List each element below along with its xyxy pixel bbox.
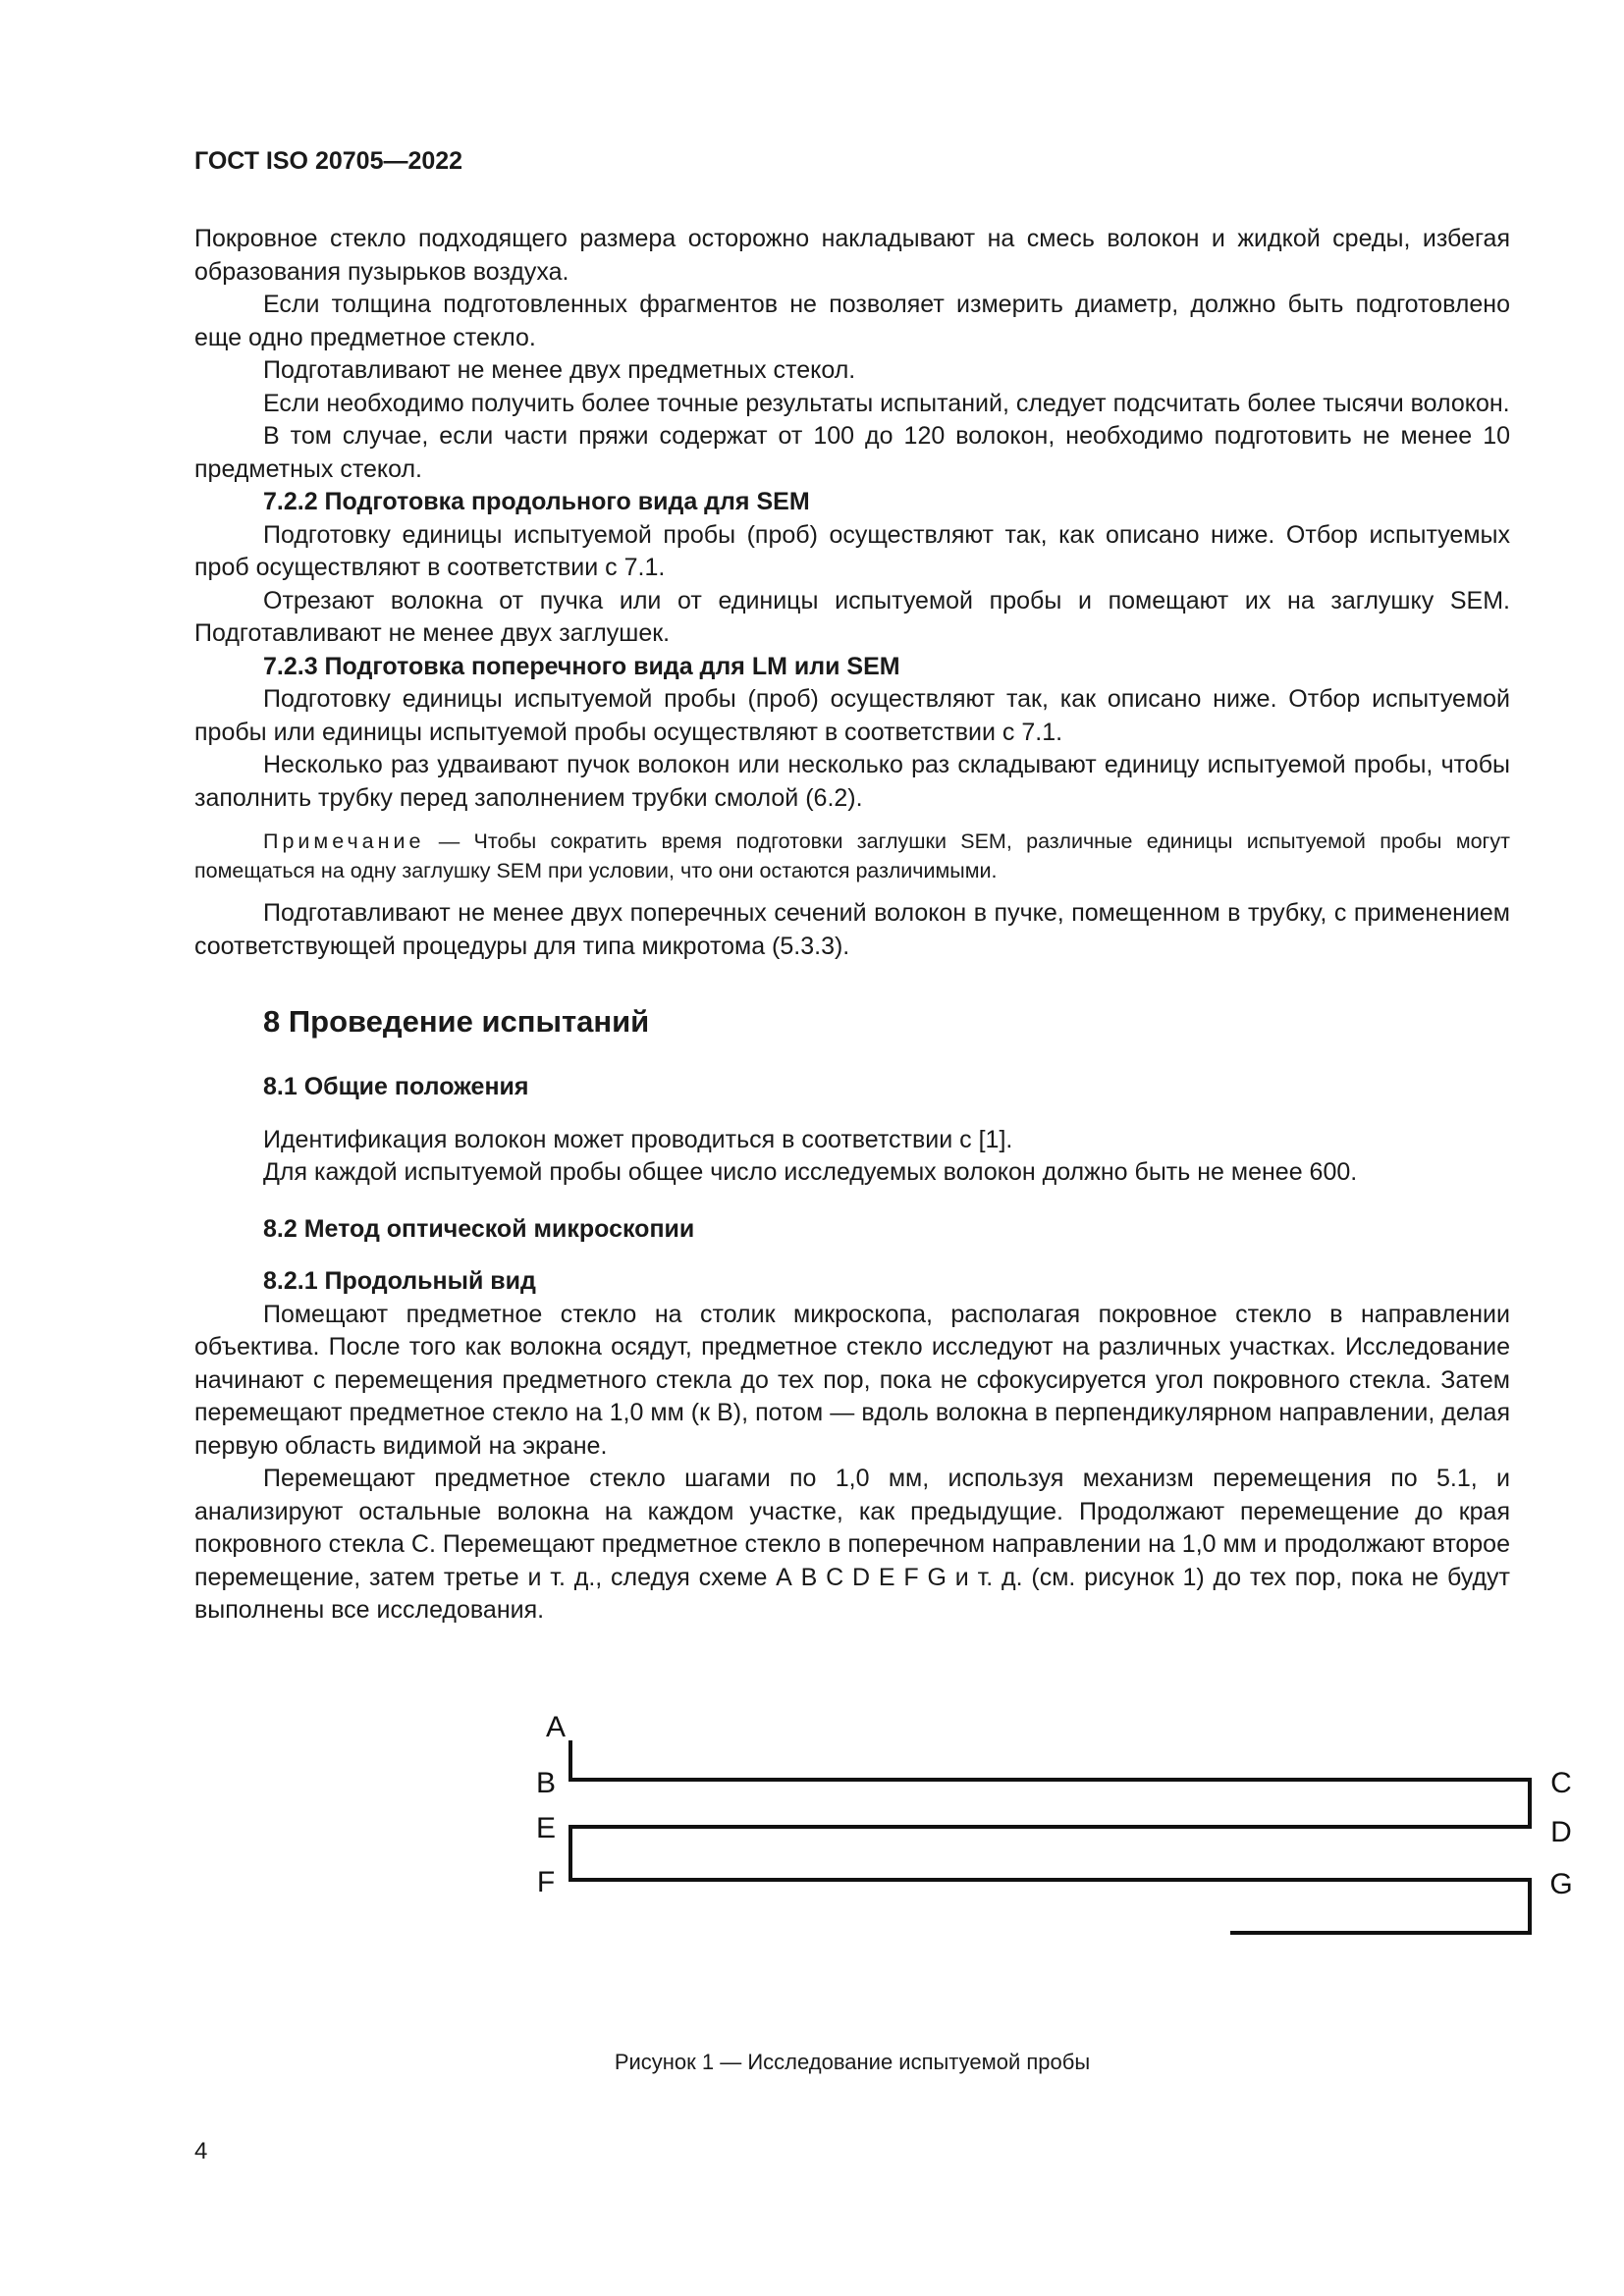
paragraph: Подготовку единицы испытуемой пробы (проб) осуществляют так, как описано ниже. Отбор испытуемой пробы или единицы испытуемой пробы осуществляют в соответствии с 7.1. (194, 685, 1510, 746)
note-label: Примечание (263, 829, 425, 853)
scan-path-diagram (509, 1693, 1608, 2017)
section-heading-8-1: 8.1 Общие положения (263, 1073, 529, 1100)
paragraph: Несколько раз удваивают пучок волокон или несколько раз складывают единицу испытуемой пробы, чтобы заполнить трубку перед заполнением трубки смолой (6.2). (194, 751, 1510, 812)
label-b: B (535, 1767, 557, 1799)
page-number: 4 (194, 2138, 208, 2164)
label-d: D (1550, 1816, 1572, 1848)
note-text: — Чтобы сократить время подготовки заглушки SEM, различные единицы испытуемой пробы могут помещаться на одну заглушку SEM при условии, что они остаются различимыми. (194, 829, 1510, 882)
subsection-heading-7-2-3: 7.2.3 Подготовка поперечного вида для LM или SEM (263, 652, 900, 680)
document-header: ГОСТ ISO 20705—2022 (194, 147, 463, 175)
subsection-heading-8-2-1: 8.2.1 Продольный вид (263, 1267, 536, 1295)
paragraph: Подготовку единицы испытуемой пробы (проб) осуществляют так, как описано ниже. Отбор испытуемых проб осуществляют в соответствии с 7.1. (194, 520, 1510, 581)
label-e: E (535, 1812, 557, 1844)
label-a: A (545, 1711, 567, 1743)
scan-path-line (570, 1740, 1530, 1933)
subsection-heading-7-2-2: 7.2.2 Подготовка продольного вида для SEM (263, 488, 810, 515)
label-f: F (536, 1866, 556, 1898)
figure-caption: Рисунок 1 — Исследование испытуемой пробы (614, 2050, 1091, 2074)
label-g: G (1549, 1868, 1573, 1900)
paragraph: Перемещают предметное стекло шагами по 1,0 мм, используя механизм перемещения по 5.1, и анализируют остальные волокна на каждом участке, как предыдущие. Продолжают перемещение до края покровного стекла С. Перемещают предметное стекло в поперечном направлении на 1,0 мм и продолжают второе перемещение, затем третье и т. д., следуя схеме А В С D Е F G и т. д. (см. рисунок 1) до тех пор, пока не будут выполнены все исследования. (194, 1465, 1510, 1624)
paragraph: Подготавливают не менее двух поперечных сечений волокон в пучке, помещенном в трубку, с применением соответствующей процедуры для типа микротома (5.3.3). (194, 899, 1510, 960)
section-heading-8-2: 8.2 Метод оптической микроскопии (263, 1214, 695, 1243)
label-c: C (1550, 1767, 1572, 1799)
paragraph: Подготавливают не менее двух предметных стекол. (263, 356, 856, 384)
section-heading-8: 8 Проведение испытаний (263, 1004, 650, 1039)
paragraph: Покровное стекло подходящего размера осторожно накладывают на смесь волокон и жидкой среды, избегая образования пузырьков воздуха. (194, 225, 1510, 286)
paragraph: Если необходимо получить более точные результаты испытаний, следует подсчитать более тысячи волокон. (263, 389, 1510, 417)
paragraph: Для каждой испытуемой пробы общее число исследуемых волокон должно быть не менее 600. (263, 1158, 1358, 1186)
note (194, 827, 1510, 885)
document-body (194, 223, 1510, 1628)
paragraph: Отрезают волокна от пучка или от единицы испытуемой пробы и помещают их на заглушку SEM. Подготавливают не менее двух заглушек. (194, 586, 1510, 647)
paragraph: Помещают предметное стекло на столик микроскопа, располагая покровное стекло в направлении объектива. После того как волокна осядут, предметное стекло исследуют на различных участках. Исследование начинают с перемещения предметного стекла до тех пор, пока не сфокусируется угол покровного стекла. Затем перемещают предметное стекло на 1,0 мм (к В), потом — вдоль волокна в перпендикулярном направлении, делая первую область видимой на экране. (194, 1300, 1510, 1460)
paragraph: Идентификация волокон может проводиться в соответствии с [1]. (263, 1125, 1013, 1153)
paragraph: В том случае, если части пряжи содержат от 100 до 120 волокон, необходимо подготовить не менее 10 предметных стекол. (194, 422, 1510, 483)
figure-1-scan-path (509, 1693, 1608, 2017)
paragraph: Если толщина подготовленных фрагментов не позволяет измерить диаметр, должно быть подготовлено еще одно предметное стекло. (194, 291, 1510, 351)
